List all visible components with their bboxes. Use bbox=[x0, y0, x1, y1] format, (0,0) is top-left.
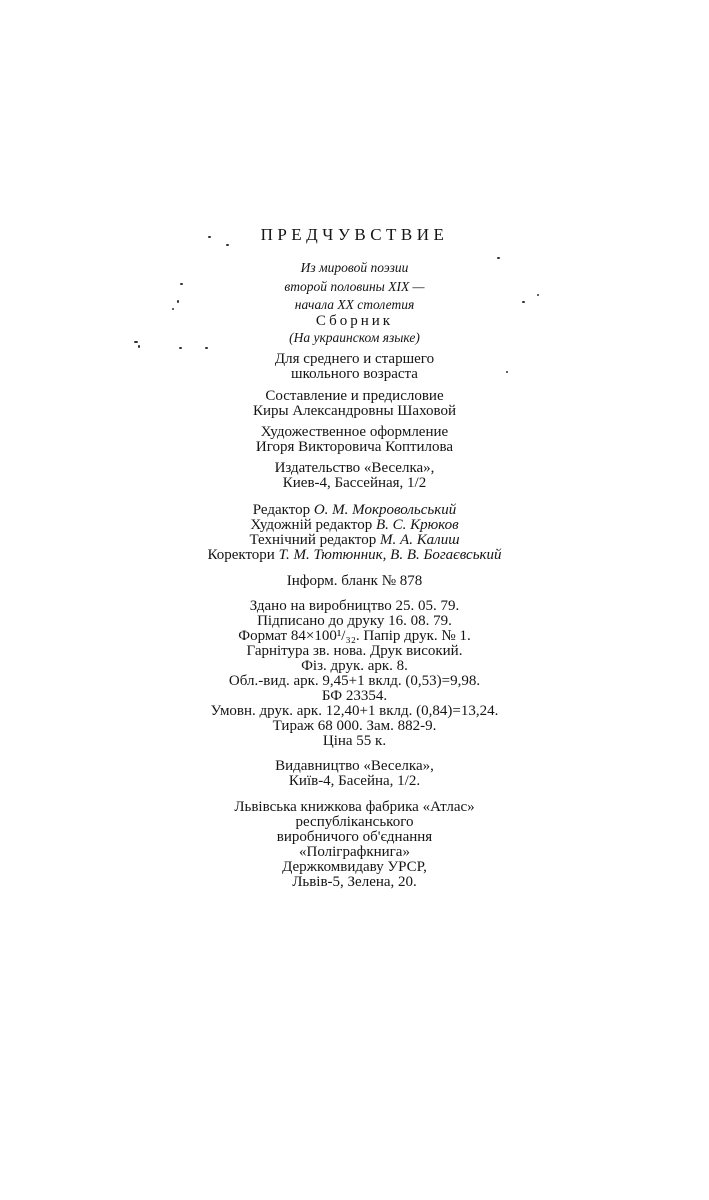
printer-line: республіканського bbox=[295, 814, 414, 830]
print-detail: Гарнітура зв. нова. Друк високий. bbox=[246, 643, 463, 659]
scan-speck bbox=[205, 347, 208, 349]
print-detail: Обл.-вид. арк. 9,45+1 вклд. (0,53)=9,98. bbox=[228, 673, 481, 689]
credit-tech-editor: Технічний редактор М. А. Калиш bbox=[249, 532, 460, 548]
scan-speck bbox=[522, 301, 525, 303]
scan-speck bbox=[172, 308, 174, 310]
print-detail: Фіз. друк. арк. 8. bbox=[301, 658, 408, 674]
credit-editor: Редактор О. М. Мокровольський bbox=[252, 502, 457, 518]
print-detail: Ціна 55 к. bbox=[322, 733, 387, 749]
printer-line: виробничого об'єднання bbox=[276, 829, 433, 845]
compiler-line-1: Составление и предисловие bbox=[265, 388, 444, 404]
scan-speck bbox=[226, 244, 229, 246]
book-title: ПРЕДЧУВСТВИЕ bbox=[260, 225, 449, 244]
genre-label: Сборник bbox=[315, 313, 394, 329]
printer-line: Львів-5, Зелена, 20. bbox=[292, 874, 417, 890]
subtitle-line-3: начала XX столетия bbox=[294, 297, 415, 312]
print-detail: Формат 84×100¹/₃₂. Папір друк. № 1. bbox=[238, 628, 471, 644]
subtitle-line-1: Из мировой поэзии bbox=[300, 260, 409, 275]
language-note: (На украинском языке) bbox=[289, 330, 420, 345]
printer-line: «Поліграфкнига» bbox=[299, 844, 410, 860]
scan-speck bbox=[179, 347, 182, 349]
print-detail: Здано на виробництво 25. 05. 79. bbox=[249, 598, 460, 614]
publisher-ru-line-2: Киев-4, Бассейная, 1/2 bbox=[282, 475, 427, 491]
scan-speck bbox=[177, 300, 179, 303]
credit-proofreaders: Коректори Т. М. Тютюнник, В. В. Богаєвський bbox=[207, 547, 502, 563]
credit-art-editor: Художній редактор В. С. Крюков bbox=[250, 517, 459, 533]
publisher-uk-line-2: Київ-4, Басейна, 1/2. bbox=[288, 773, 421, 789]
printer-line: Держкомвидаву УРСР, bbox=[282, 859, 427, 875]
printer-line: Львівська книжкова фабрика «Атлас» bbox=[234, 799, 475, 815]
scan-speck bbox=[138, 345, 140, 348]
subtitle-line-2: второй половины XIX — bbox=[284, 279, 425, 294]
scan-speck bbox=[208, 236, 211, 238]
publisher-ru-line-1: Издательство «Веселка», bbox=[274, 460, 435, 476]
audience-line-2: школьного возраста bbox=[291, 366, 418, 382]
scan-speck bbox=[180, 283, 183, 285]
scan-speck bbox=[537, 294, 539, 296]
scan-speck bbox=[134, 341, 138, 343]
print-detail: Тираж 68 000. Зам. 882-9. bbox=[272, 718, 437, 734]
print-detail: Підписано до друку 16. 08. 79. bbox=[257, 613, 452, 629]
inform-blank: Інформ. бланк № 878 bbox=[286, 573, 423, 589]
scan-speck bbox=[497, 257, 500, 259]
designer-line-1: Художественное оформление bbox=[260, 424, 449, 440]
print-detail: БФ 23354. bbox=[321, 688, 388, 704]
publisher-uk-line-1: Видавництво «Веселка», bbox=[275, 758, 434, 774]
print-detail: Умовн. друк. арк. 12,40+1 вклд. (0,84)=13,24. bbox=[210, 703, 499, 719]
audience-line-1: Для среднего и старшего bbox=[274, 351, 435, 367]
designer-line-2: Игоря Викторовича Коптилова bbox=[255, 439, 454, 455]
compiler-line-2: Киры Александровны Шаховой bbox=[252, 403, 457, 419]
scan-speck bbox=[506, 371, 508, 373]
